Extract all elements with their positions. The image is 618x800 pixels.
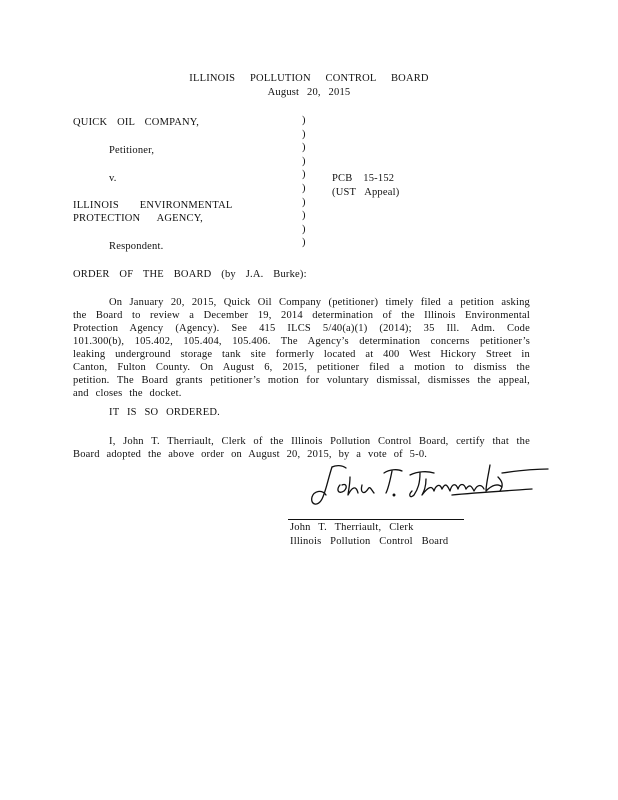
- order-date: August 20, 2015: [267, 87, 351, 98]
- order-paragraph: On January 20, 2015, Quick Oil Company (petitioner) timely filed a petition asking the Board to review a December 19, 2014 determination of the Illinois Environmental Protection Agency (Agency). See 415 ILCS 5/40(a)(1) (2014); 35 Ill. Adm. Code 101.300(b), 105.402, 105.404, 105.406. The Agency’s determination concerns petitioner’s leaking underground storage tank site formerly located at 400 West Hickory Street in Canton, Fulton County. On August 6, 2015, petitioner filed a motion to dismiss the petition. The Board grants petitioner’s motion for voluntary dismissal, dismisses the appeal, and closes the docket.: [73, 297, 530, 399]
- caption-paren: ): [302, 169, 306, 181]
- respondent-role: Respondent.: [109, 241, 164, 252]
- caption-paren: ): [302, 210, 306, 222]
- caption-paren: ): [302, 128, 306, 140]
- clerk-organization: Illinois Pollution Control Board: [290, 536, 449, 547]
- signature-line: [288, 519, 464, 520]
- petitioner-name: QUICK OIL COMPANY,: [73, 117, 200, 128]
- caption-parentheses: [302, 114, 312, 250]
- so-ordered: IT IS SO ORDERED.: [109, 407, 220, 418]
- case-number: PCB 15-152: [332, 173, 395, 184]
- order-heading: ORDER OF THE BOARD (by J.A. Burke):: [73, 269, 307, 280]
- clerk-signature: [302, 455, 552, 515]
- caption-paren: ): [302, 115, 306, 126]
- board-title: ILLINOIS POLLUTION CONTROL BOARD: [189, 73, 429, 84]
- caption-paren: ): [302, 182, 306, 194]
- petitioner-role: Petitioner,: [109, 145, 155, 156]
- case-type: (UST Appeal): [332, 187, 400, 198]
- caption-paren: ): [302, 142, 306, 154]
- respondent-name-line1: ILLINOIS ENVIRONMENTAL: [73, 200, 233, 211]
- respondent-name-line2: PROTECTION AGENCY,: [73, 213, 203, 224]
- caption-paren: ): [302, 196, 306, 208]
- versus: v.: [109, 173, 117, 184]
- clerk-name-title: John T. Therriault, Clerk: [290, 522, 414, 533]
- caption-paren: ): [302, 223, 306, 235]
- caption-paren: ): [302, 237, 306, 249]
- clerk-certification: I, John T. Therriault, Clerk of the Illinois Pollution Control Board, certify that the Board adopted the above order on August 20, 2015, by a vote of 5-0.: [73, 436, 530, 460]
- caption-paren: ): [302, 155, 306, 167]
